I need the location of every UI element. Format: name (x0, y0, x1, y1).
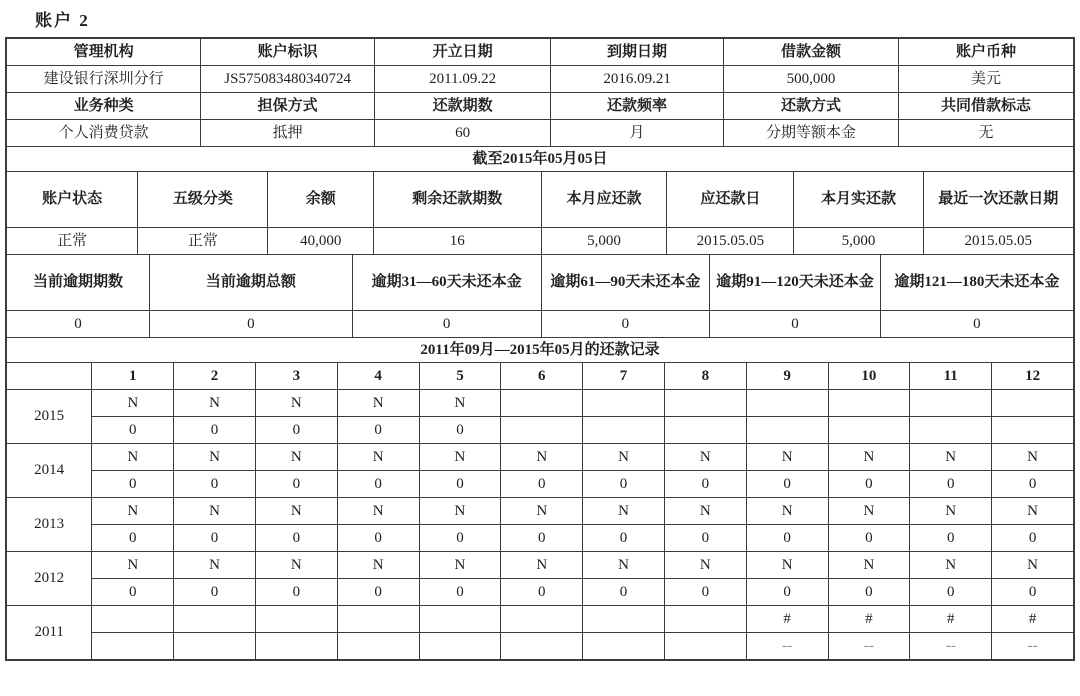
status-header-cell: 剩余还款期数 (374, 172, 542, 228)
record-status-cell (174, 606, 256, 633)
month-header-corner-cell (7, 363, 92, 390)
status-value-cell: 2015.05.05 (923, 228, 1074, 255)
overdue-header-cell: 逾期121—180天未还本金 (880, 255, 1073, 311)
month-header-cell: 4 (337, 363, 419, 390)
record-status-cell (583, 606, 665, 633)
record-amount-cell (501, 417, 583, 444)
record-status-cell (746, 390, 828, 417)
record-status-cell: N (746, 552, 828, 579)
record-amount-cell: 0 (419, 471, 501, 498)
record-status-cell: N (910, 444, 992, 471)
loan-value-cell: 月 (551, 120, 724, 147)
record-status-cell: N (337, 552, 419, 579)
record-amount-cell: 0 (583, 525, 665, 552)
record-status-cell: N (992, 498, 1074, 525)
record-status-cell: N (501, 498, 583, 525)
record-status-cell: N (664, 552, 746, 579)
overdue-value-cell: 0 (7, 311, 150, 338)
loan-header-cell: 还款方式 (723, 93, 898, 120)
record-status-cell: N (92, 498, 174, 525)
month-header-cell: 1 (92, 363, 174, 390)
loan-value-cell: 2016.09.21 (551, 66, 724, 93)
record-amount-cell: 0 (992, 525, 1074, 552)
record-amount-cell: 0 (337, 471, 419, 498)
loan-value-cell: 分期等额本金 (723, 120, 898, 147)
record-status-cell: N (828, 552, 910, 579)
loan-header-cell: 共同借款标志 (898, 93, 1073, 120)
overdue-value-cell: 0 (149, 311, 352, 338)
record-status-cell (419, 606, 501, 633)
repayment-record-table (6, 362, 1074, 660)
loan-value-cell: 无 (898, 120, 1073, 147)
year-label-cell: 2014 (7, 444, 92, 498)
overdue-header-cell: 逾期31—60天未还本金 (352, 255, 541, 311)
record-amount-cell: 0 (992, 579, 1074, 606)
loan-info-table (6, 38, 1074, 147)
record-amount-cell: 0 (664, 471, 746, 498)
record-amount-cell: 0 (92, 417, 174, 444)
status-header-cell: 本月应还款 (541, 172, 667, 228)
record-status-cell (501, 606, 583, 633)
status-header-cell: 余额 (268, 172, 374, 228)
loan-value-cell: 建设银行深圳分行 (7, 66, 201, 93)
overdue-header-cell: 逾期61—90天未还本金 (541, 255, 710, 311)
record-amount-cell: 0 (337, 579, 419, 606)
record-status-cell: N (337, 390, 419, 417)
record-status-cell (664, 390, 746, 417)
record-status-cell: N (174, 552, 256, 579)
record-amount-cell: 0 (828, 471, 910, 498)
record-amount-cell: 0 (501, 525, 583, 552)
record-status-cell: N (337, 498, 419, 525)
record-status-cell: N (419, 444, 501, 471)
account-status-table (6, 171, 1074, 255)
record-amount-cell: 0 (419, 417, 501, 444)
record-amount-cell: 0 (501, 471, 583, 498)
record-amount-cell (583, 417, 665, 444)
loan-header-cell: 管理机构 (7, 39, 201, 66)
overdue-value-cell: 0 (541, 311, 710, 338)
record-status-cell: N (583, 444, 665, 471)
record-amount-cell: 0 (992, 471, 1074, 498)
loan-value-cell: 60 (375, 120, 551, 147)
record-status-cell: N (746, 498, 828, 525)
record-status-cell: N (828, 444, 910, 471)
record-status-cell: N (174, 390, 256, 417)
year-label-cell: 2011 (7, 606, 92, 660)
record-status-cell: N (501, 552, 583, 579)
record-status-cell (337, 606, 419, 633)
month-header-cell: 12 (992, 363, 1074, 390)
record-status-cell: N (419, 390, 501, 417)
record-amount-cell (992, 417, 1074, 444)
record-status-cell: N (92, 552, 174, 579)
status-value-cell: 5,000 (794, 228, 923, 255)
record-amount-cell: 0 (501, 579, 583, 606)
record-amount-cell (828, 417, 910, 444)
record-status-cell: N (992, 444, 1074, 471)
record-status-cell: N (419, 498, 501, 525)
loan-header-cell: 担保方式 (201, 93, 375, 120)
record-status-cell: N (255, 444, 337, 471)
loan-header-cell: 账户标识 (201, 39, 375, 66)
record-status-cell (255, 606, 337, 633)
record-status-cell: N (255, 498, 337, 525)
record-status-cell: N (419, 552, 501, 579)
record-amount-cell: 0 (664, 525, 746, 552)
record-amount-cell: 0 (910, 471, 992, 498)
record-amount-cell: -- (910, 633, 992, 660)
record-amount-cell (746, 417, 828, 444)
overdue-value-cell: 0 (710, 311, 881, 338)
month-header-cell: 6 (501, 363, 583, 390)
record-amount-cell: 0 (337, 525, 419, 552)
record-amount-cell (501, 633, 583, 660)
loan-header-cell: 借款金额 (723, 39, 898, 66)
overdue-value-cell: 0 (352, 311, 541, 338)
record-amount-cell: 0 (255, 525, 337, 552)
loan-header-cell: 账户币种 (898, 39, 1073, 66)
record-amount-cell (583, 633, 665, 660)
record-status-cell: N (583, 552, 665, 579)
status-header-cell: 应还款日 (667, 172, 794, 228)
record-status-cell (501, 390, 583, 417)
record-status-cell (664, 606, 746, 633)
record-status-cell: # (746, 606, 828, 633)
record-amount-cell: 0 (910, 525, 992, 552)
status-value-cell: 5,000 (541, 228, 667, 255)
record-amount-cell: 0 (746, 579, 828, 606)
month-header-cell: 9 (746, 363, 828, 390)
month-header-cell: 2 (174, 363, 256, 390)
record-amount-cell: 0 (255, 471, 337, 498)
status-value-cell: 40,000 (268, 228, 374, 255)
record-amount-cell: -- (828, 633, 910, 660)
record-status-cell (92, 606, 174, 633)
record-status-cell: N (92, 390, 174, 417)
record-status-cell: N (255, 390, 337, 417)
record-amount-cell: 0 (419, 579, 501, 606)
record-amount-cell: 0 (664, 579, 746, 606)
record-amount-cell: 0 (92, 471, 174, 498)
record-status-cell: N (746, 444, 828, 471)
record-status-cell: N (828, 498, 910, 525)
account-detail-sheet (5, 37, 1075, 661)
year-label-cell: 2013 (7, 498, 92, 552)
record-amount-cell: 0 (419, 525, 501, 552)
loan-header-cell: 业务种类 (7, 93, 201, 120)
record-amount-cell: -- (746, 633, 828, 660)
loan-header-cell: 还款频率 (551, 93, 724, 120)
year-label-cell: 2015 (7, 390, 92, 444)
status-value-cell: 16 (374, 228, 542, 255)
record-status-cell (828, 390, 910, 417)
record-amount-cell: 0 (337, 417, 419, 444)
record-amount-cell (910, 417, 992, 444)
month-header-cell: 7 (583, 363, 665, 390)
record-status-cell: N (664, 498, 746, 525)
status-header-cell: 账户状态 (7, 172, 138, 228)
loan-header-cell: 还款期数 (375, 93, 551, 120)
overdue-header-cell: 当前逾期期数 (7, 255, 150, 311)
overdue-header-cell: 逾期91—120天未还本金 (710, 255, 881, 311)
month-header-cell: 3 (255, 363, 337, 390)
status-header-cell: 最近一次还款日期 (923, 172, 1074, 228)
status-value-cell: 正常 (7, 228, 138, 255)
record-amount-cell: 0 (174, 471, 256, 498)
record-status-cell: N (337, 444, 419, 471)
record-amount-cell: 0 (92, 525, 174, 552)
record-amount-cell: 0 (255, 579, 337, 606)
month-header-cell: 10 (828, 363, 910, 390)
record-amount-cell: 0 (746, 525, 828, 552)
record-status-cell: # (828, 606, 910, 633)
loan-header-cell: 开立日期 (375, 39, 551, 66)
status-value-cell: 正常 (138, 228, 268, 255)
record-status-cell: N (992, 552, 1074, 579)
record-status-cell: N (664, 444, 746, 471)
overdue-header-cell: 当前逾期总额 (149, 255, 352, 311)
record-amount-cell: 0 (828, 525, 910, 552)
loan-value-cell: 2011.09.22 (375, 66, 551, 93)
record-amount-cell (664, 417, 746, 444)
record-amount-cell: 0 (255, 417, 337, 444)
record-status-cell: N (174, 498, 256, 525)
loan-value-cell: 抵押 (201, 120, 375, 147)
record-amount-cell: 0 (746, 471, 828, 498)
month-header-cell: 8 (664, 363, 746, 390)
record-status-cell: N (583, 498, 665, 525)
month-header-cell: 11 (910, 363, 992, 390)
record-amount-cell (174, 633, 256, 660)
status-header-cell: 五级分类 (138, 172, 268, 228)
record-status-cell: # (992, 606, 1074, 633)
record-amount-cell: 0 (583, 579, 665, 606)
repayment-record-band: 2011年09月—2015年05月的还款记录 (6, 337, 1074, 363)
status-value-cell: 2015.05.05 (667, 228, 794, 255)
record-amount-cell: 0 (174, 417, 256, 444)
loan-value-cell: 美元 (898, 66, 1073, 93)
month-header-cell: 5 (419, 363, 501, 390)
overdue-summary-table (6, 254, 1074, 338)
record-amount-cell (664, 633, 746, 660)
record-amount-cell: 0 (174, 525, 256, 552)
record-amount-cell: 0 (583, 471, 665, 498)
record-status-cell: N (910, 552, 992, 579)
record-amount-cell: -- (992, 633, 1074, 660)
record-amount-cell (255, 633, 337, 660)
record-amount-cell: 0 (910, 579, 992, 606)
record-status-cell: N (174, 444, 256, 471)
record-amount-cell (92, 633, 174, 660)
record-amount-cell: 0 (174, 579, 256, 606)
account-title: 账户 2 (35, 11, 90, 30)
status-header-cell: 本月实还款 (794, 172, 923, 228)
record-amount-cell (419, 633, 501, 660)
record-amount-cell: 0 (828, 579, 910, 606)
record-status-cell: # (910, 606, 992, 633)
record-status-cell (992, 390, 1074, 417)
overdue-value-cell: 0 (880, 311, 1073, 338)
record-amount-cell (337, 633, 419, 660)
loan-value-cell: 个人消费贷款 (7, 120, 201, 147)
record-status-cell: N (255, 552, 337, 579)
record-status-cell: N (910, 498, 992, 525)
record-status-cell (910, 390, 992, 417)
record-amount-cell: 0 (92, 579, 174, 606)
record-status-cell (583, 390, 665, 417)
loan-value-cell: JS575083480340724 (201, 66, 375, 93)
record-status-cell: N (501, 444, 583, 471)
as-of-date-band: 截至2015年05月05日 (6, 146, 1074, 172)
loan-value-cell: 500,000 (723, 66, 898, 93)
loan-header-cell: 到期日期 (551, 39, 724, 66)
year-label-cell: 2012 (7, 552, 92, 606)
record-status-cell: N (92, 444, 174, 471)
